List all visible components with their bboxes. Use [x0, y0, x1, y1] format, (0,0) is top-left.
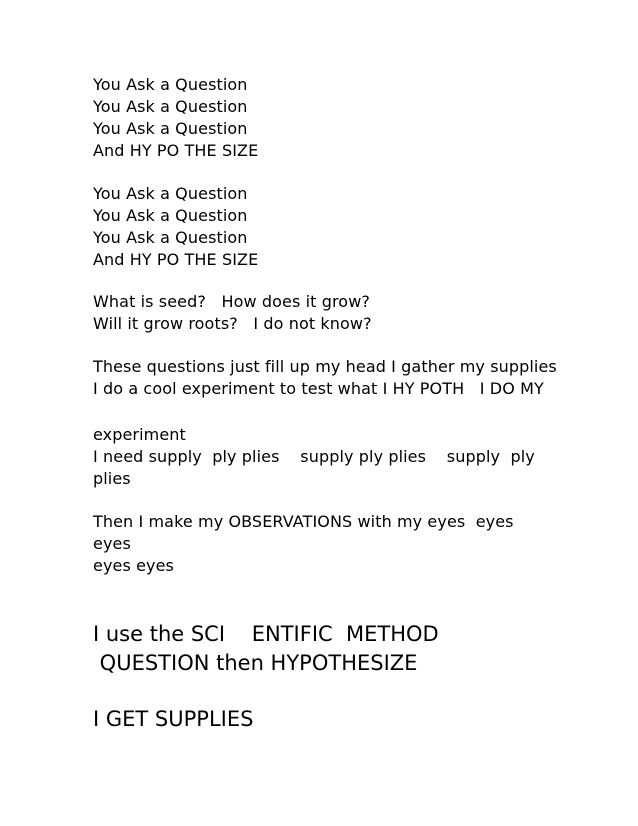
- stanza5-line1: experiment: [93, 425, 186, 444]
- method-line1: I use the SCI ENTIFIC METHOD: [93, 622, 439, 646]
- stanza3-line2: Will it grow roots? I do not know?: [93, 314, 372, 333]
- stanza2-line3: You Ask a Question: [93, 228, 248, 247]
- stanza1-line4: And HY PO THE SIZE: [93, 141, 259, 160]
- stanza5-line3: plies: [93, 469, 131, 488]
- stanza5-line2: I need supply ply plies supply ply plies supply ply: [93, 447, 535, 466]
- stanza2-line1: You Ask a Question: [93, 184, 248, 203]
- method-line2: QUESTION then HYPOTHESIZE: [93, 651, 418, 675]
- stanza2-line2: You Ask a Question: [93, 206, 248, 225]
- stanza2-line4: And HY PO THE SIZE: [93, 250, 259, 269]
- stanza1-line3: You Ask a Question: [93, 119, 248, 138]
- stanza6-line3: eyes eyes: [93, 556, 174, 575]
- stanza4-line2: I do a cool experiment to test what I HY POTH I DO MY: [93, 379, 544, 398]
- method-line3: I GET SUPPLIES: [93, 707, 254, 731]
- stanza6-line1: Then I make my OBSERVATIONS with my eyes eyes: [93, 512, 514, 531]
- stanza3-line1: What is seed? How does it grow?: [93, 292, 370, 311]
- stanza1-line2: You Ask a Question: [93, 97, 248, 116]
- stanza6-line2: eyes: [93, 534, 131, 553]
- stanza4-line1: These questions just fill up my head I gather my supplies: [93, 357, 557, 376]
- stanza1-line1: You Ask a Question: [93, 75, 248, 94]
